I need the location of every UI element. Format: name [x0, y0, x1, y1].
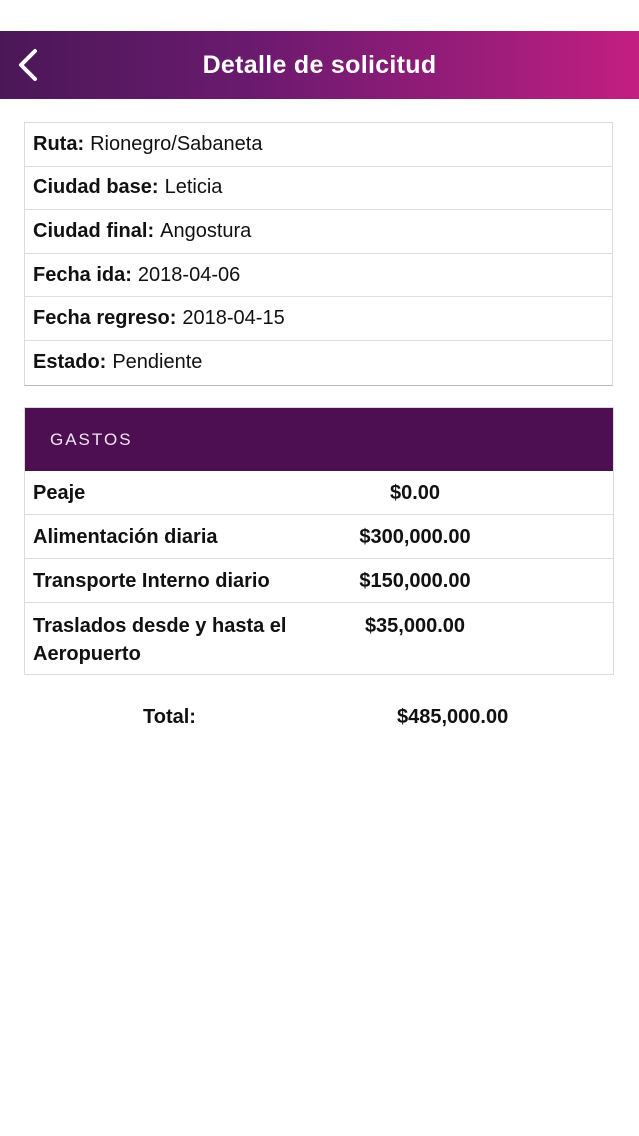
- expense-label: Peaje: [33, 481, 86, 504]
- info-row-fecha-regreso: [25, 297, 612, 341]
- expenses-card: [24, 407, 614, 675]
- info-row-estado: [25, 341, 612, 385]
- page-title: Detalle de solicitud: [202, 51, 437, 79]
- total-label: Total:: [143, 706, 196, 728]
- info-value: 2018-04-06: [137, 263, 241, 286]
- expense-value: $35,000.00: [364, 615, 466, 637]
- info-label: Fecha ida:: [33, 263, 132, 286]
- expense-row-peaje: [25, 471, 613, 515]
- info-label: Fecha regreso:: [33, 307, 177, 330]
- expense-value: $300,000.00: [359, 525, 471, 548]
- info-label: Estado:: [33, 351, 107, 374]
- status-value: Pendiente: [112, 351, 203, 374]
- expense-row-traslados: [25, 603, 613, 674]
- app-header: [0, 31, 639, 99]
- expense-label: Alimentación diaria: [33, 525, 218, 548]
- info-label: Ruta:: [33, 132, 85, 155]
- request-info-card: [24, 122, 613, 386]
- total-value: $485,000.00: [397, 706, 509, 728]
- expense-value: $150,000.00: [359, 569, 471, 592]
- expense-label: Transporte Interno diario: [33, 569, 270, 592]
- info-row-fecha-ida: [25, 254, 612, 298]
- info-row-ciudad-final: [25, 210, 612, 254]
- info-value: Angostura: [160, 219, 252, 242]
- expense-row-alimentacion: [25, 515, 613, 559]
- expense-value: $0.00: [389, 481, 441, 504]
- expense-label: Traslados desde y hasta el Aeropuerto: [33, 615, 287, 665]
- info-value: 2018-04-15: [182, 307, 285, 330]
- expense-row-transporte: [25, 559, 613, 603]
- expenses-header: GASTOS: [25, 408, 613, 471]
- info-label: Ciudad base:: [33, 176, 159, 199]
- info-row-ruta: [25, 123, 612, 167]
- info-row-ciudad-base: [25, 167, 612, 211]
- total-row: [0, 702, 639, 734]
- info-value: Rionegro/Sabaneta: [90, 132, 263, 155]
- info-value: Leticia: [164, 176, 223, 199]
- info-label: Ciudad final:: [33, 219, 155, 242]
